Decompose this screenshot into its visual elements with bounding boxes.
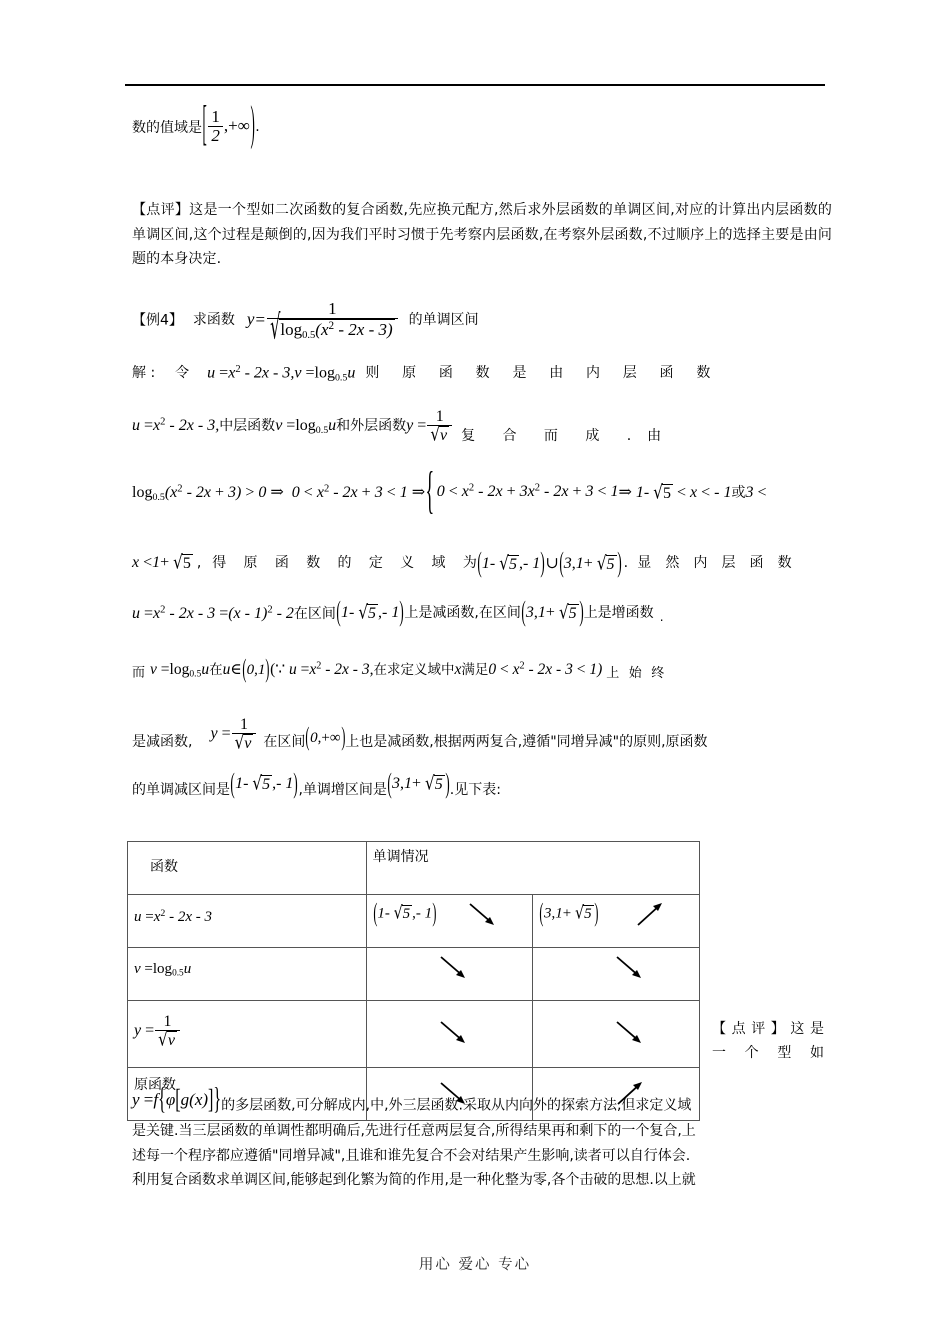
arrow-down-right-icon [437,952,471,982]
solution-line7c: 上也是减函数,根据两两复合,遵循"同增异减"的原则,原函数 [345,734,708,751]
interval-comma: , [223,115,229,135]
formula-y: y [246,309,255,329]
solution-line4b: , 得 原 函 数 的 定 义 域 为 [196,555,477,571]
example4-formula [239,299,399,348]
row1-right-interval: (3,1+ √5 ) [539,898,598,928]
row2-left-arrow-box [437,952,497,982]
composite-function-formula: y =f{φ[g(x)]} [132,1083,222,1117]
solution-line-3 [132,462,852,520]
page-footer: 用心 爱心 专心 [418,1257,532,1273]
table-header-row [128,842,700,895]
solution-line-7 [132,716,837,753]
solution-substitution: $u =x^2 - 2x - 3,v =\log_{0.5}u$ [207,363,356,383]
log-name: log [280,320,303,340]
solution-range-1: ⇒ 1- √5 < x < - 1或3 < [618,480,767,504]
example-4-line [132,299,832,348]
formula-numerator: 1 [328,299,337,318]
row3-right-content [539,1005,693,1047]
row4-function: 原函数 [134,1077,176,1093]
fraction-denominator: 2 [208,126,223,145]
row1-right-arrow-box [633,899,693,929]
positive-interval: (0,+∞) [305,722,345,753]
arrow-down-right-icon [613,952,647,982]
solution-label: 解 : [132,365,156,381]
table-row [128,895,700,948]
log-base: 0.5 [302,330,316,342]
row3-function-cell [128,1001,367,1068]
example4-trail: 的单调区间 [408,312,479,329]
value-range-suffix: . [255,118,260,135]
row1-left-cell [366,895,533,948]
header-monotonicity-label: 单调情况 [372,849,429,865]
solution-inner-fn: $u =x^2 - 2x - 3$,中层函数$v =\log_{0.5}u$和外层函数y = $\frac{1}{√v}$ [132,408,453,445]
increasing-interval-row5: (3,1+ √5 ) [521,596,584,629]
comment-paragraph-1 [132,198,832,274]
example4-lead: 求函数 [192,312,235,329]
arrow-down-right-icon [466,899,500,929]
system-rows [437,480,619,505]
solution-line-6 [132,654,837,685]
solution-line1-tail: 则 原 函 数 是 由 内 层 函 数 [365,365,711,381]
formula-denominator [267,307,398,348]
value-range-prefix: 数的值域是 [132,119,202,136]
arrow-down-right-icon [437,1017,471,1047]
value-range-line [132,99,832,151]
solution-line-2 [132,408,832,445]
comment1-tag: 【点评】 [132,202,190,218]
solution-line-4 [132,547,832,580]
row3-right-cell [533,1001,700,1068]
comment2-after-formula: 的多层函数,可分解成内,中,外三层函数.采取从内向外的探索方法,但求定义域 [221,1097,692,1114]
solution-line-8 [132,767,837,800]
formula-equals: = [255,309,266,329]
solution-line5f: . [659,610,664,624]
system-row-1: $0 < x^2 - 2x + 3$ [436,482,528,500]
row2-left-content [373,952,527,982]
row2-right-cell [533,948,700,1001]
inequality-system [425,462,619,520]
formula-fraction [267,299,398,348]
header-function-label: 函数 [150,859,178,875]
final-increasing-interval: (3,1+ √5 ) [387,767,450,800]
row2-right-content [539,952,693,982]
solution-line5e: 上是增函数 [583,605,654,621]
solution-line8c: ,单调增区间是 [298,782,387,799]
solution-line6-tail: 上 始 终 [606,665,665,681]
outer-fn-formula: y = $\frac{1}{√v}$ [192,716,257,753]
table-row [128,948,700,1001]
solution-line8e: .见下表: [449,782,501,799]
table-row [128,1001,700,1068]
row3-left-arrow-box [437,1017,497,1047]
solution-line-1 [132,362,832,383]
row2-right-arrow-box [613,952,673,982]
side-note-tag: 【点评】这是 [712,1021,824,1037]
system-row-2: $x^2 - 2x + 3 < 1$ [527,482,619,500]
row1-function: $u =x^2 - 2x - 3$ [134,908,212,926]
header-cell-function [128,842,367,895]
function-domain: (1- √5 ,- 1)∪(3,1+ √5 ) [477,547,622,580]
radical-body [279,319,394,341]
side-comment-note [712,1018,824,1065]
side-note-text: 一 个 型 如 [712,1044,824,1061]
log-argument: $(x^2 - 2x - 3)$ [315,320,393,340]
solution-line2-tail: 复 合 而 成 . 由 [461,427,662,444]
comment2-line4: 利用复合函数求单调区间,能够起到化繁为简的作用,是一种化整为零,各个击破的思想.以上就 [132,1172,696,1189]
open-bracket: [ [202,99,207,151]
infinity-symbol: +∞ [228,115,250,135]
row1-left-interval: (1- √5 ,- 1) [372,898,437,928]
row1-left-arrow-box [466,899,526,929]
log-inequality: $\log_{0.5}(x^2 - 2x + 3) > 0$ ⇒ $0 < x^2 - 2x + 3 < 1$ ⇒ [132,483,426,503]
solution-line7a: 在区间 [263,734,306,751]
row2-function-cell [128,948,367,1001]
square-root [270,307,395,348]
x-upper-bound: x <1+ √5 [132,550,191,574]
arrow-up-right-icon [633,899,667,929]
fraction-one-half [208,108,223,146]
radical-sign: √ [270,307,281,348]
comment2-line2: 是关键.当三层函数的单调性都明确后,先进行任意两层复合,所得结果再和剩下的一个复合,上 [132,1122,696,1139]
row3-function: y = $\frac{1}{√v}$ [134,1005,181,1050]
row3-right-arrow-box [613,1017,673,1047]
interval-half-infinity [202,99,255,151]
solution-line5c: 上是减函数,在区间 [404,605,521,621]
comment2-line3: 述每一个程序都应遵循"同增异减",且谁和谁先复合不会对结果产生影响,读者可以自行体会. [132,1147,691,1164]
row1-function-cell [128,895,367,948]
monotonicity-table [127,841,700,1121]
solution-line-5 [132,596,832,629]
header-rule [125,84,825,86]
row3-left-cell [366,1001,533,1068]
close-paren: ) [250,99,255,151]
solution-line4c: . 显 然 内 层 函 数 [623,555,792,571]
row1-right-cell [533,895,700,948]
solution-let: 令 [175,365,190,381]
middle-fn-monotonic: $v =\log_{0.5}u$在u∈(0,1)(∵ $u =x^2 - 2x - 3$,在求定义域中x满足$0 < x^2 - 2x - 3 < 1$) [150,654,603,685]
arrow-down-right-icon [613,1017,647,1047]
row1-left-content [373,899,527,929]
inner-fn-vertex-form: $u =x^2 - 2x - 3 =(x - 1)^2 - 2$在区间 [132,604,336,623]
solution-line8a: 的单调减区间是 [132,782,230,799]
comment1-text: 这是一个型如二次函数的复合函数,先应换元配方,然后求外层函数的单调区间,对应的计算出内层函数的单调区间,这个过程是颠倒的,因为我们平时习惯于先考察内层函数,在考察外层函数,不过顺序上的选择主要是由问题的本身决定. [132,202,832,268]
header-cell-monotonicity [366,842,699,895]
left-brace: { [425,462,435,520]
example4-tag: 【例4】 [132,312,183,329]
row3-left-content [373,1005,527,1047]
row1-right-content [539,899,693,929]
row2-left-cell [366,948,533,1001]
row2-function: $v =\log_{0.5}u$ [134,961,192,979]
fraction-numerator: 1 [211,107,220,126]
final-decreasing-interval: (1- √5 ,- 1) [230,767,299,800]
solution-line7-prefix: 是减函数, [132,734,193,751]
solution-line6-prefix: 而 [132,665,146,681]
decreasing-interval-row5: (1- √5 ,- 1) [336,596,405,629]
